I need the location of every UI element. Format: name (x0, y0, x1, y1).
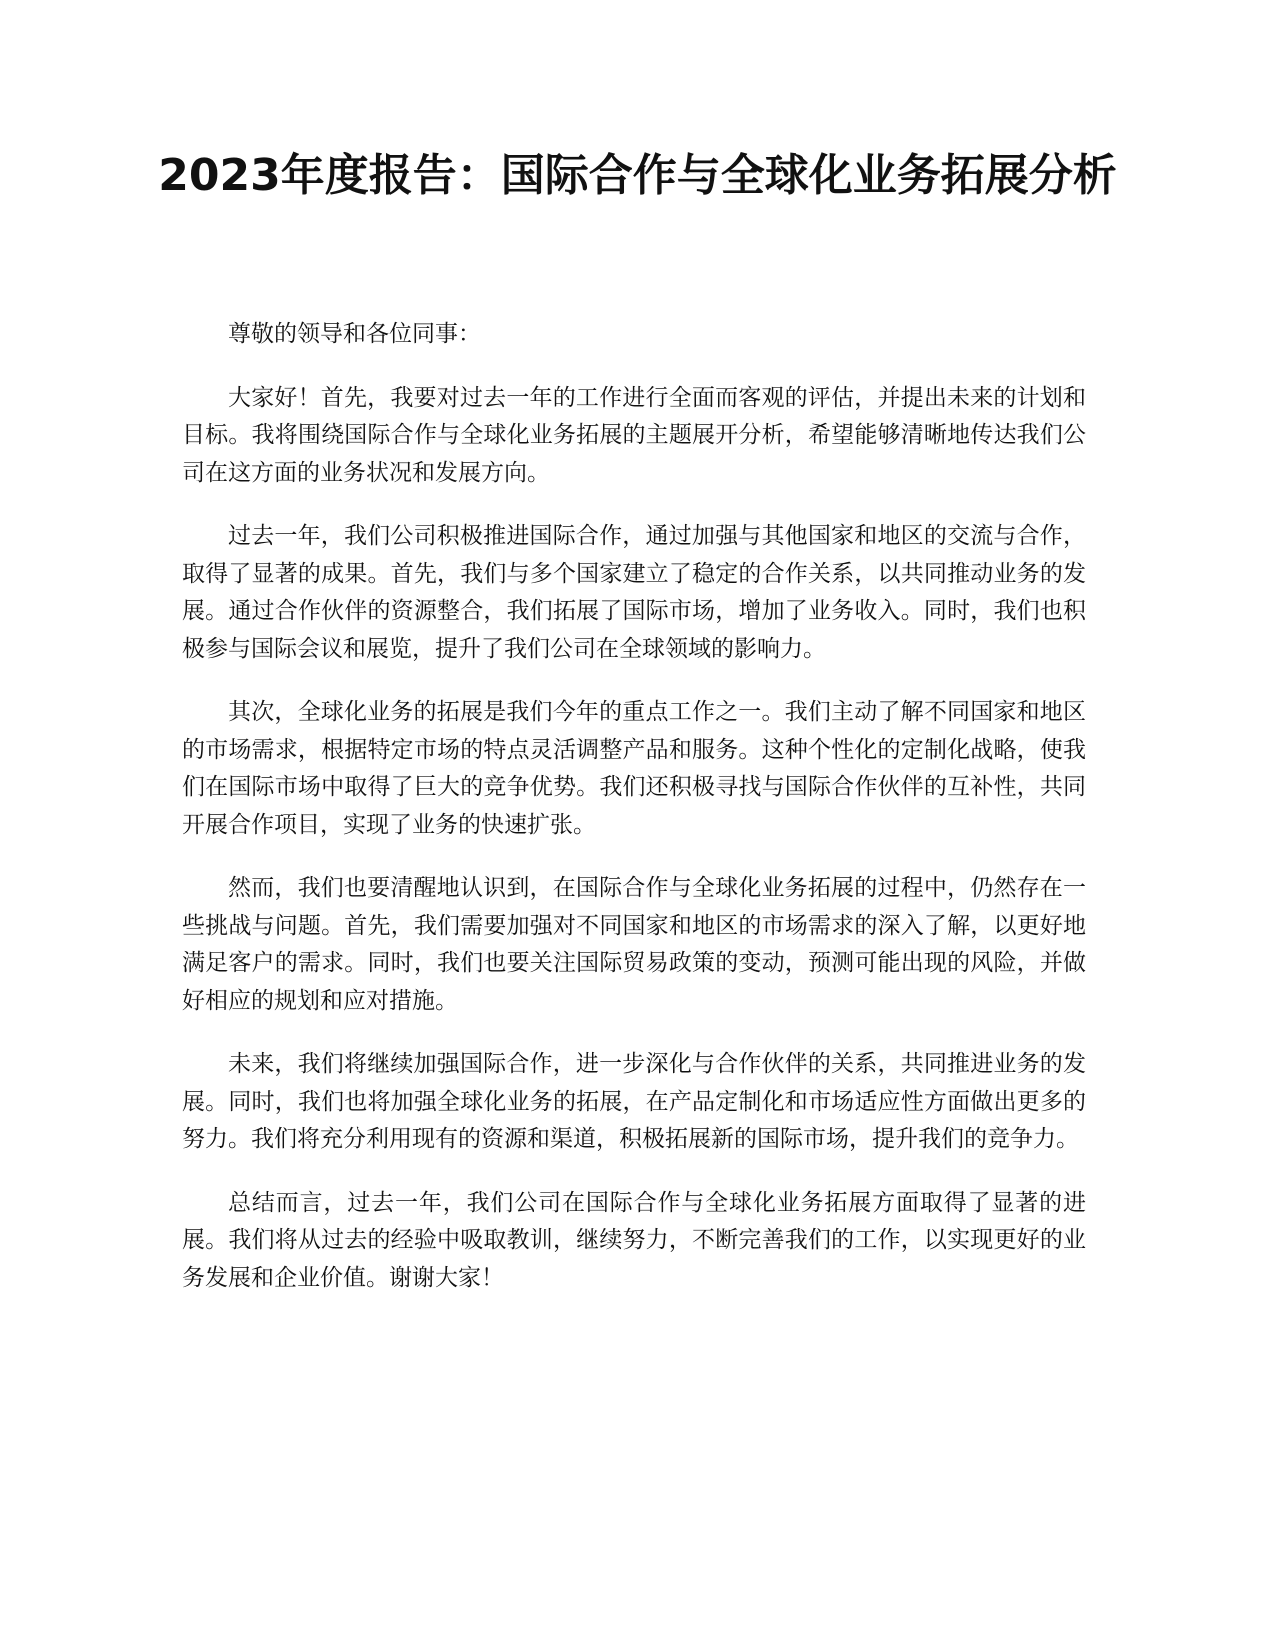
body-paragraph: 然而，我们也要清醒地认识到，在国际合作与全球化业务拓展的过程中，仍然存在一些挑战与问题。首先，我们需要加强对不同国家和地区的市场需求的深入了解，以更好地满足客户的需求。同时，我们也要关注国际贸易政策的变动，预测可能出现的风险，并做好相应的规划和应对措施。 (182, 875, 1086, 1014)
salutation-paragraph: 尊敬的领导和各位同事： (228, 321, 481, 347)
body-paragraph: 未来，我们将继续加强国际合作，进一步深化与合作伙伴的关系，共同推进业务的发展。同时，我们也将加强全球化业务的拓展，在产品定制化和市场适应性方面做出更多的努力。我们将充分利用现有的资源和渠道，积极拓展新的国际市场，提升我们的竞争力。 (182, 1051, 1086, 1152)
body-paragraph: 其次，全球化业务的拓展是我们今年的重点工作之一。我们主动了解不同国家和地区的市场需求，根据特定市场的特点灵活调整产品和服务。这种个性化的定制化战略，使我们在国际市场中取得了巨大的竞争优势。我们还积极寻找与国际合作伙伴的互补性，共同开展合作项目，实现了业务的快速扩张。 (182, 699, 1086, 838)
document-title: 2023年度报告：国际合作与全球化业务拓展分析 (158, 150, 1117, 201)
closing-paragraph: 总结而言，过去一年，我们公司在国际合作与全球化业务拓展方面取得了显著的进展。我们将从过去的经验中吸取教训，继续努力，不断完善我们的工作，以实现更好的业务发展和企业价值。谢谢大家！ (182, 1189, 1086, 1291)
document-body (182, 316, 1086, 1323)
body-paragraph: 大家好！首先，我要对过去一年的工作进行全面而客观的评估，并提出未来的计划和目标。我将围绕国际合作与全球化业务拓展的主题展开分析，希望能够清晰地传达我们公司在这方面的业务状况和发展方向。 (182, 384, 1086, 486)
body-paragraph: 过去一年，我们公司积极推进国际合作，通过加强与其他国家和地区的交流与合作，取得了显著的成果。首先，我们与多个国家建立了稳定的合作关系，以共同推动业务的发展。通过合作伙伴的资源整合，我们拓展了国际市场，增加了业务收入。同时，我们也积极参与国际会议和展览，提升了我们公司在全球领域的影响力。 (182, 523, 1086, 662)
